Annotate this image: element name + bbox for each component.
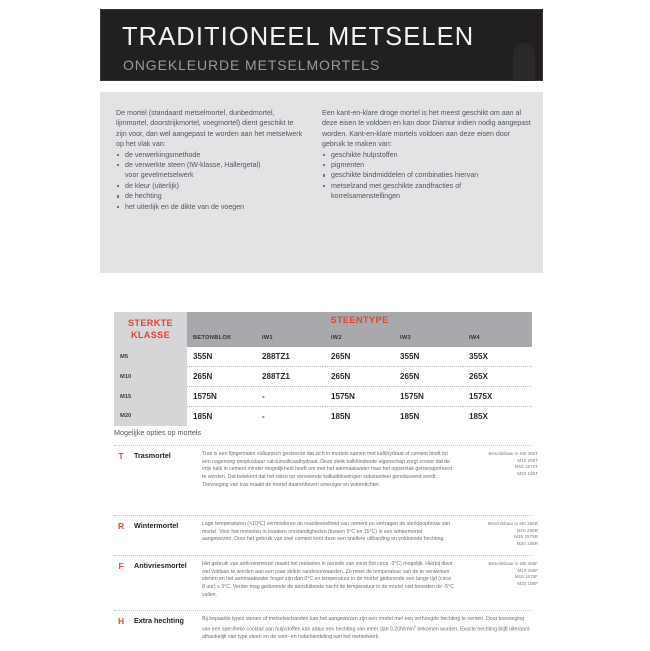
- option-description-superscript: 2: [413, 624, 416, 629]
- table-cell: 288TZ1: [256, 347, 325, 367]
- table: [114, 312, 532, 426]
- list-item: pigmenten: [322, 160, 532, 170]
- row-label-m20: M20: [114, 407, 187, 427]
- list-item: de verwerkte steen (IW-klasse, Hallergetal): [116, 160, 306, 170]
- table-cell: 1575N: [187, 387, 256, 407]
- column-header-iw1: IW1: [256, 328, 325, 347]
- availability-line: Beschikbaar in M5 355T: [488, 451, 538, 456]
- table-cell: -: [262, 412, 265, 421]
- page-title: TRADITIONEEL METSELEN: [122, 23, 475, 51]
- intro-right-bullet-list: [322, 150, 532, 202]
- table-cell: 185N: [193, 412, 213, 421]
- list-item: de verwerkingsmethode: [116, 150, 306, 160]
- list-item: de hechting: [116, 191, 306, 201]
- option-description-post: bekomen worden. Exacte hechting blijft uiteraard afhankelijk van type steen en de voor- en nabehandeling van het metselwerk.: [202, 626, 530, 641]
- availability-line: M10 265F: [517, 567, 538, 573]
- availability-line: Beschikbaar in M5 355F: [488, 561, 538, 566]
- table-cell: 265N: [325, 347, 394, 367]
- option-row-antivriesmortel: [114, 555, 538, 611]
- intro-right-paragraph: Een kant-en-klare droge mortel is het meest geschikt om aan al deze eisen te voldoen en kan door Diamur indien nodig aangepast worden. Kant-en-klare mortels voldoen aan deze eisen door gebruik te maken van:: [322, 109, 531, 149]
- list-item-continuation: korrelsamenstellingen: [331, 192, 401, 201]
- table-cell: 1575X: [463, 387, 532, 407]
- corner-header-line1: STERKTE: [128, 318, 173, 328]
- intro-column-left: [116, 108, 306, 212]
- page-header-banner: [100, 9, 543, 81]
- table-cell: -: [256, 387, 325, 407]
- option-row-extra-hechting: [114, 610, 532, 651]
- availability-line: M20 185F: [517, 580, 538, 586]
- table-cell: 185N: [331, 412, 351, 421]
- table-header-row-group: [114, 312, 532, 328]
- option-code-h: H: [117, 616, 125, 626]
- availability-line: Beschikbaar in M5 355R: [487, 521, 538, 526]
- option-description: [202, 616, 532, 642]
- availability-line: M15 1575F: [514, 574, 538, 580]
- option-description: Lage temperaturen (<10°C) verminderen de reactiesnelheid van cement en vertragen de sterkteopbouw van mortel. Voor het metselen in koudere omstandigheden (tussen 5°C en 15°C) is een wintermortel aangewezen. Door het gebruik van snel cement kent deze een snellere uitharding en voldoende hechting.: [202, 521, 451, 543]
- option-availability-list: [462, 521, 538, 547]
- row-label-m15: M15: [114, 387, 187, 407]
- banner-decorative-shape: [513, 43, 535, 81]
- table-cell: 355N: [394, 347, 463, 367]
- option-description: Tras is een fijngemalen vulkanisch gesteente dat zich in mortels samen met kalkhydraat of cement bindt tot een nagenoeg onoplosbaar calciumsilicaathydraat. Deze sterk kalkbindende eigenschap zorgt ervoor dat de vrije kalk in cement minder mogelijkheid heeft om met het aanmaakwater naar het oppervlak getransporteerd te worden. Dat betekent dat het risico op vervelende kalkuitbloeiingen substantieel gereduceerd wordt. Toevoeging van tras maakt de mortel daarenboven smeuïger en waterdichter.: [202, 451, 452, 488]
- table-cell: 288TZ1: [256, 367, 325, 387]
- row-label-m5: M5: [114, 347, 187, 367]
- option-name-antivriesmortel: Antivriesmortel: [134, 561, 187, 570]
- column-header-iw2: IW2: [325, 328, 394, 347]
- column-header-iw3: IW3: [394, 328, 463, 347]
- option-name-trasmortel: Trasmortel: [134, 451, 171, 460]
- table-cell: 1575N: [325, 387, 394, 407]
- row-label-m10: M10: [114, 367, 187, 387]
- option-code-f: F: [118, 561, 124, 571]
- table-cell: 265N: [187, 367, 256, 387]
- page-subtitle: ONGEKLEURDE METSELMORTELS: [123, 57, 381, 73]
- table-cell: 185N: [400, 412, 420, 421]
- list-item: geschikte bindmiddelen of combinaties hiervan: [322, 170, 532, 180]
- option-code-t: T: [118, 451, 124, 461]
- table-cell: 355N: [187, 347, 256, 367]
- option-availability-list: [462, 451, 538, 477]
- list-item: de kleur (uiterlijk): [116, 181, 306, 191]
- list-item: metselzand met geschikte zandfracties of: [322, 181, 532, 191]
- availability-line: M20 185R: [516, 540, 538, 546]
- table-cell: 265N: [394, 367, 463, 387]
- table-cell: 265N: [325, 367, 394, 387]
- table-cell: 185X: [469, 412, 488, 421]
- option-description-pre: Bij bepaalde types stenen of metselverbanden kan het aangewezen zijn een mortel met een verhoogde hechting te nemen. Door toevoeging van een specifieke cocktail aan hulpstoffen kan aldus een hechting van meer dan 0,20N/mm: [202, 616, 525, 633]
- availability-line: M20 185T: [517, 470, 538, 476]
- corner-header-line2: KLASSE: [130, 329, 171, 340]
- table-cell: 1575N: [394, 387, 463, 407]
- option-row-wintermortel: [114, 515, 538, 556]
- column-header-iw4: IW4: [463, 328, 532, 347]
- column-header-betonblok: BETONBLOK: [187, 328, 256, 347]
- table-row: [114, 367, 532, 387]
- option-name-wintermortel: Wintermortel: [134, 521, 179, 530]
- list-item: het uiterlijk en de dikte van de voegen: [116, 202, 306, 212]
- options-section-title: Mogelijke opties op mortels: [114, 428, 202, 437]
- option-name-extra-hechting: Extra hechting: [134, 616, 184, 625]
- table-cell: 265X: [463, 367, 532, 387]
- intro-column-right: [322, 108, 532, 202]
- intro-left-paragraph: De mortel (standaard metselmortel, dunbedmortel, lijmmortel, doorstrijkmortel, voegmortel) dient geschikt te zijn voor, dan wel aangepast te worden aan het metselwerk op het vlak van:: [116, 109, 303, 149]
- table-row: [114, 407, 532, 427]
- table-corner-header: [114, 312, 187, 347]
- option-code-r: R: [117, 521, 125, 531]
- table-group-header-steentype: STEENTYPE: [187, 312, 532, 328]
- table-row: [114, 347, 532, 367]
- availability-line: M10 265R: [516, 527, 538, 533]
- intro-left-bullet-list: [116, 150, 306, 212]
- availability-line: M10 265T: [517, 457, 538, 463]
- option-availability-list: [462, 561, 538, 587]
- table-cell: 355X: [463, 347, 532, 367]
- table-row: [114, 387, 532, 407]
- strength-class-table: [114, 312, 532, 426]
- option-row-trasmortel: [114, 445, 538, 516]
- intro-panel: [100, 92, 543, 273]
- list-item: geschikte hulpstoffen: [322, 150, 532, 160]
- availability-line: M15 1575R: [514, 534, 538, 540]
- option-description: Het gebruik van antivriesmortel maakt het metselen in periode van vorst (tot circa -3°C) mogelijk. Hierbij dient wel voldaan te worden aan een paar strikte randvoorwaarden. Zo moet de temperatuur van de te verwerken stenen en het aanmaakwater hoger zijn dan 0°C en temperatuur in de mortel gedurende een lange tijd (circa 8 uur) ≥ 3°C. Verder mag gedurende de aansluitende nacht de temperatuur in de mortel niet beneden de -5°C vallen.: [202, 561, 454, 598]
- list-item-continuation: voor gevelmetselwerk: [125, 171, 194, 180]
- availability-line: M15 1575T: [514, 464, 538, 470]
